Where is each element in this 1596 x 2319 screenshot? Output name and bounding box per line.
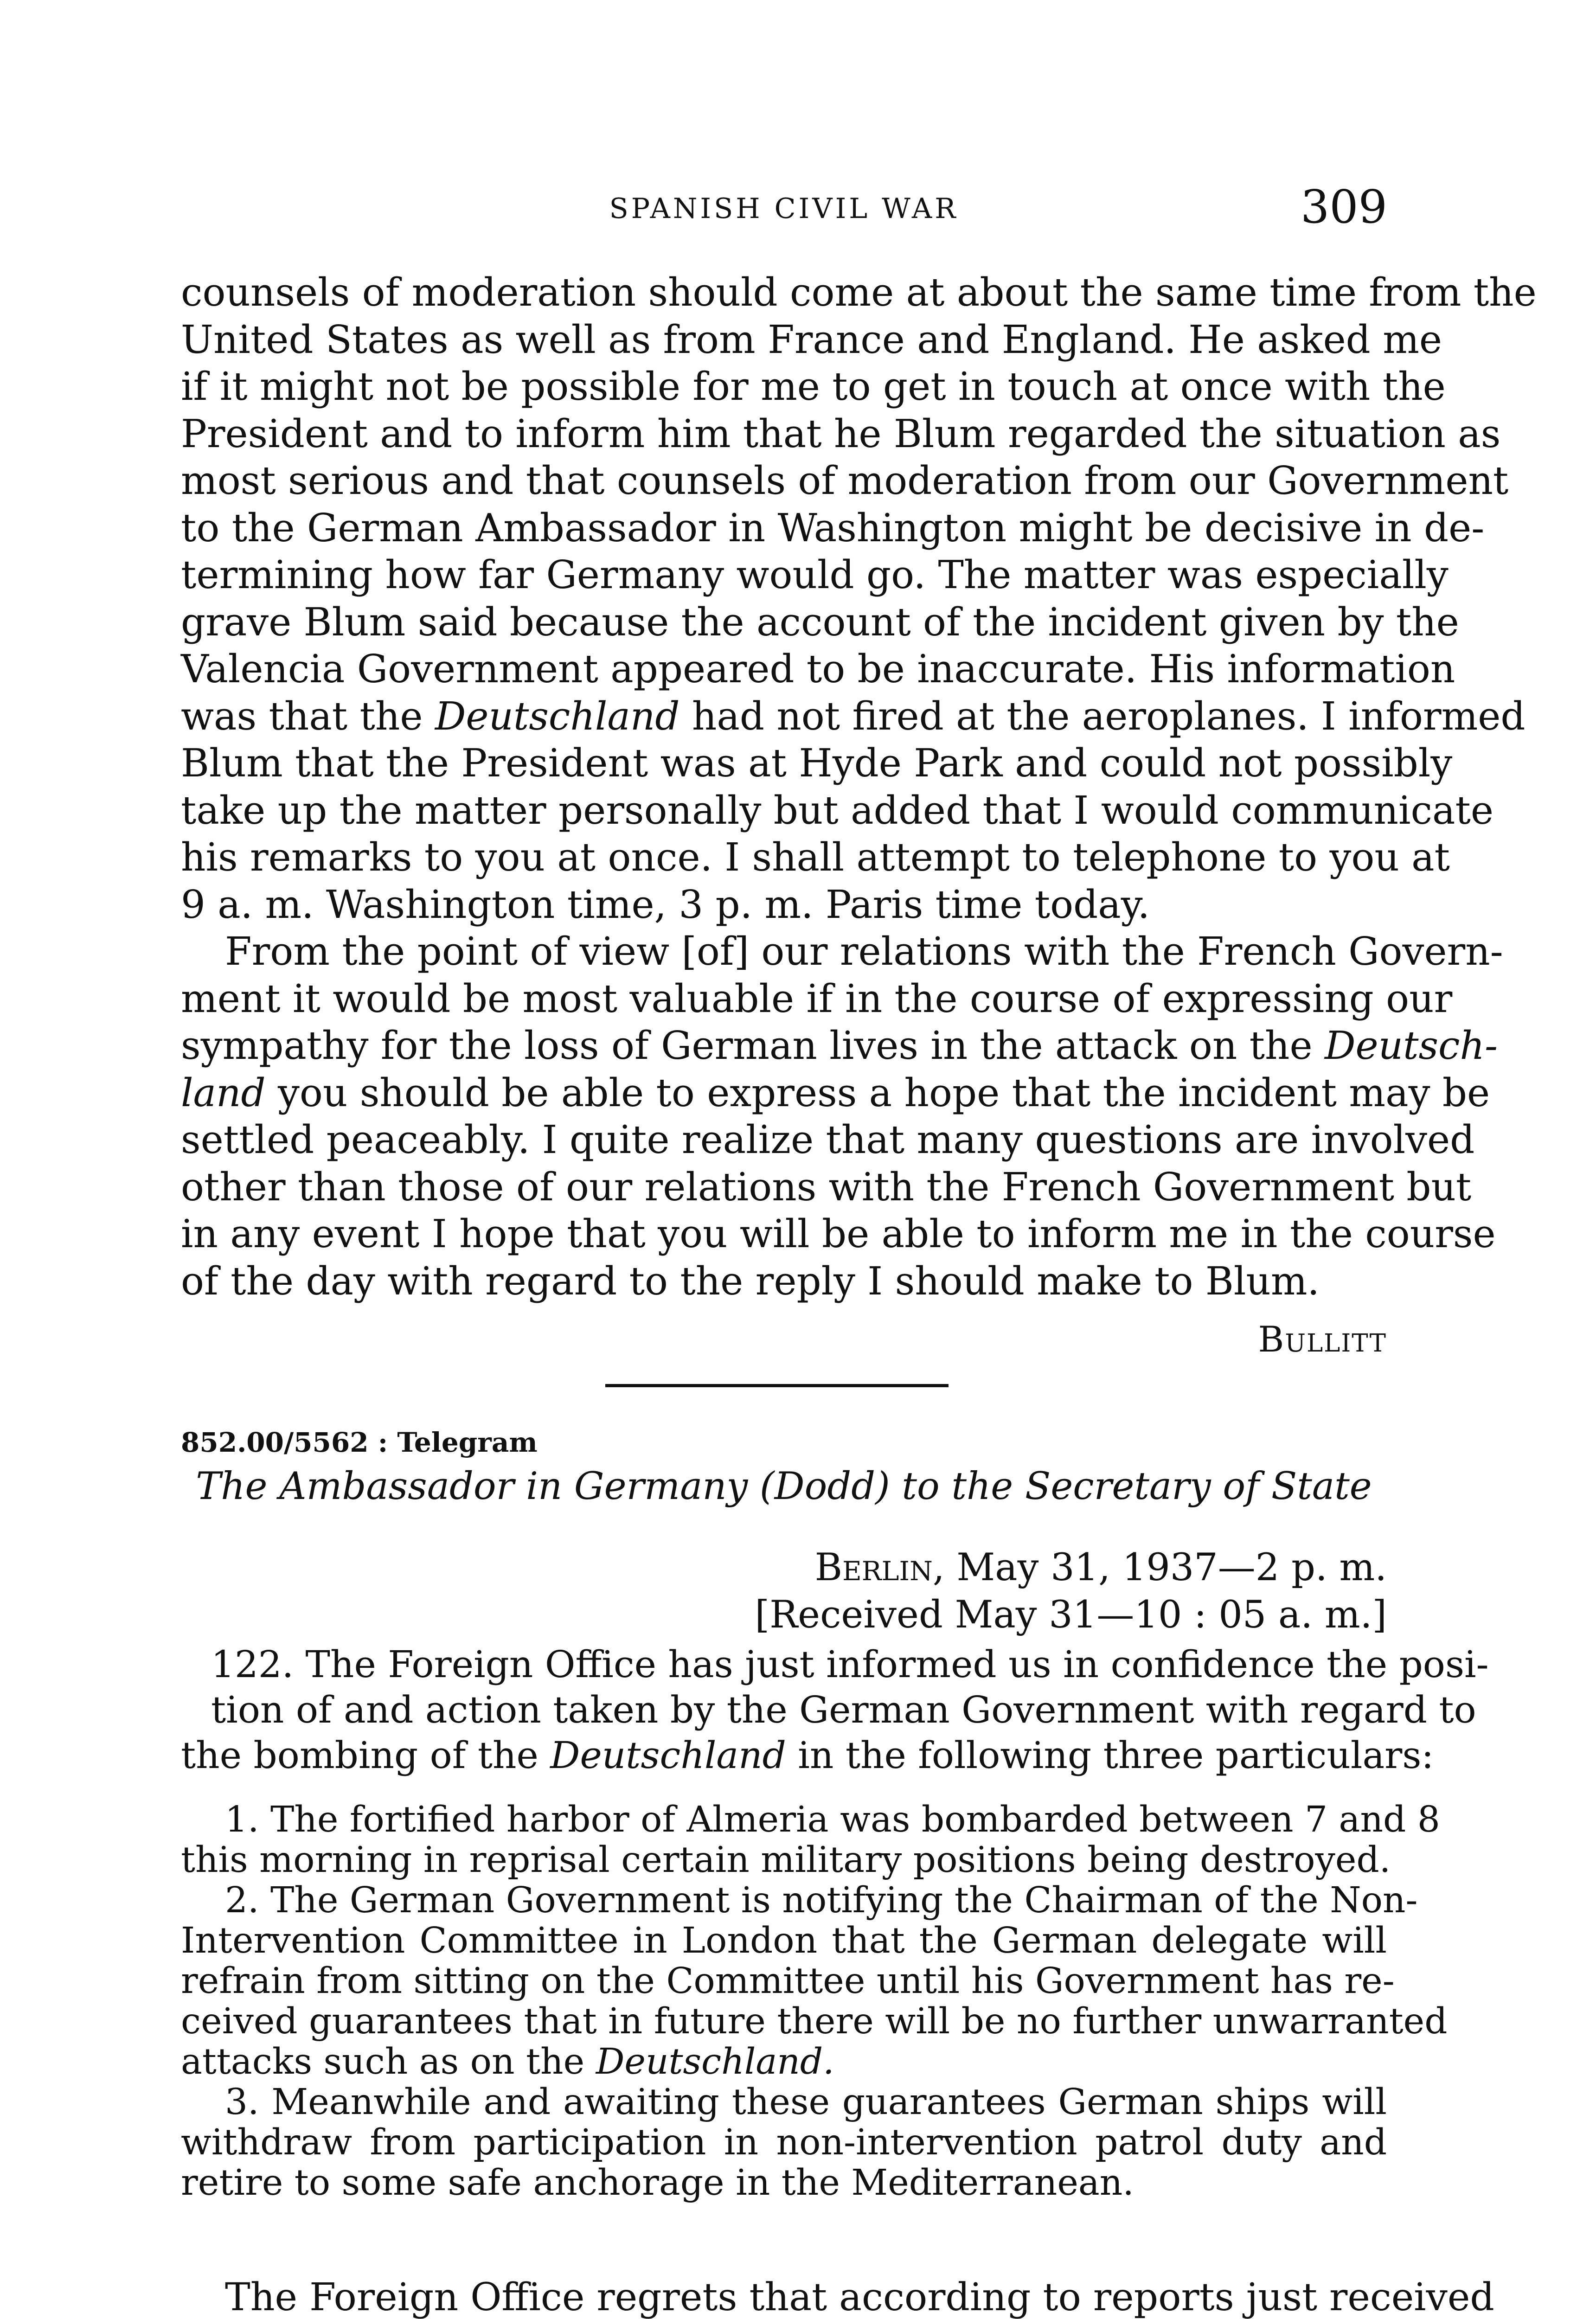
text-line: 122. The Foreign Office has just informed us in confidence the posi- — [211, 1643, 1489, 1686]
text-line: 3. Meanwhile and awaiting these guarantees German ships will — [225, 2082, 1387, 2123]
text-line: Blum that the President was at Hyde Park and could not possibly — [181, 741, 1453, 786]
text-line: termining how far Germany would go. The matter was especially — [181, 552, 1449, 597]
text-line: withdraw from participation in non-intervention patrol duty and — [181, 2122, 1387, 2163]
list-item — [181, 1880, 1448, 2082]
list-item — [181, 2082, 1387, 2203]
telegram-intro-last — [181, 1733, 1434, 1778]
text-line-mixed — [181, 693, 1525, 740]
text-line: most serious and that counsels of moderation from our Government — [181, 458, 1509, 503]
text-line: his remarks to you at once. I shall attempt to telephone to you at — [181, 835, 1450, 880]
text-line: if it might not be possible for me to get in touch at once with the — [181, 364, 1446, 409]
ship-name: Deutschland — [435, 693, 680, 739]
text-run: was that the — [181, 693, 435, 739]
place: Berlin — [814, 1546, 933, 1589]
text-line-mixed — [181, 1070, 1490, 1117]
text-line: The Foreign Office regrets that according to reports just received — [225, 2275, 1494, 2319]
text-line: From the point of view [of] our relations with the French Govern- — [225, 929, 1503, 974]
text-run: sympathy for the loss of German lives in the attack on the — [181, 1023, 1325, 1068]
text-run: in the following three particulars: — [786, 1734, 1434, 1777]
document-title: The Ambassador in Germany (Dodd) to the Secretary of State — [196, 1465, 1372, 1508]
text-line: ment it would be most valuable if in the course of expressing our — [181, 976, 1453, 1021]
signature: Bullitt — [1258, 1319, 1387, 1360]
page-number: 309 — [1300, 181, 1387, 234]
text-line: ceived guarantees that in future there will be no further unwarranted — [181, 2001, 1448, 2042]
file-code: 852.00/5562 : Telegram — [181, 1427, 538, 1458]
text-line: 2. The German Government is notifying the Chairman of the Non- — [225, 1880, 1418, 1921]
place-date — [815, 1544, 1387, 1591]
ship-name: Deutsch- — [1324, 1023, 1498, 1068]
section-divider — [605, 1384, 949, 1387]
running-head — [181, 183, 1387, 234]
ship-name: Deutschland. — [596, 2041, 834, 2082]
final-paragraph — [181, 2275, 1494, 2319]
list-item — [181, 1799, 1440, 1881]
text-line: counsels of moderation should come at about the same time from the — [181, 270, 1537, 315]
text-line: settled peaceably. I quite realize that many questions are involved — [181, 1117, 1475, 1162]
text-run: you should be able to express a hope that the incident may be — [265, 1070, 1490, 1115]
text-line: Valencia Government appeared to be inaccurate. His information — [181, 647, 1455, 692]
telegram-intro — [211, 1642, 1489, 1733]
text-line: to the German Ambassador in Washington might be decisive in de- — [181, 505, 1485, 551]
text-line-mixed — [181, 2042, 1387, 2082]
received-note: [Received May 31—10 : 05 a. m.] — [755, 1593, 1387, 1637]
text-line: of the day with regard to the reply I should make to Blum. — [181, 1258, 1320, 1304]
text-line: grave Blum said because the account of the incident given by the — [181, 599, 1459, 645]
text-run: the bombing of the — [181, 1734, 551, 1777]
running-title: SPANISH CIVIL WAR — [609, 192, 959, 225]
text-line: 1. The fortified harbor of Almeria was bombarded between 7 and 8 — [225, 1799, 1440, 1840]
date-time: , May 31, 1937—2 p. m. — [932, 1546, 1387, 1589]
text-line: United States as well as from France and England. He asked me — [181, 317, 1442, 362]
text-line: in any event I hope that you will be able to inform me in the course — [181, 1211, 1496, 1256]
text-line: President and to inform him that he Blum regarded the situation as — [181, 411, 1501, 456]
text-line: 9 a. m. Washington time, 3 p. m. Paris time today. — [181, 882, 1150, 927]
text-line: refrain from sitting on the Committee until his Government has re- — [181, 1960, 1395, 2002]
text-line: this morning in reprisal certain military positions being destroyed. — [181, 1839, 1391, 1881]
particulars-list — [181, 1799, 1448, 2204]
ship-name: Deutschland — [550, 1734, 786, 1777]
text-run: had not fired at the aeroplanes. I informed — [679, 693, 1525, 739]
text-line: retire to some safe anchorage in the Mediterranean. — [181, 2162, 1134, 2204]
ship-name: land — [181, 1070, 266, 1115]
text-line: other than those of our relations with the French Government but — [181, 1164, 1472, 1210]
text-line: Intervention Committee in London that the German delegate will — [181, 1920, 1387, 1961]
text-line-mixed — [181, 1022, 1498, 1070]
text-line: tion of and action taken by the German Government with regard to — [211, 1688, 1476, 1731]
text-run: attacks such as on the — [181, 2041, 596, 2082]
text-line: take up the matter personally but added that I would communicate — [181, 788, 1493, 833]
continued-letter-body — [181, 269, 1537, 1305]
text-line-mixed — [181, 1733, 1434, 1778]
